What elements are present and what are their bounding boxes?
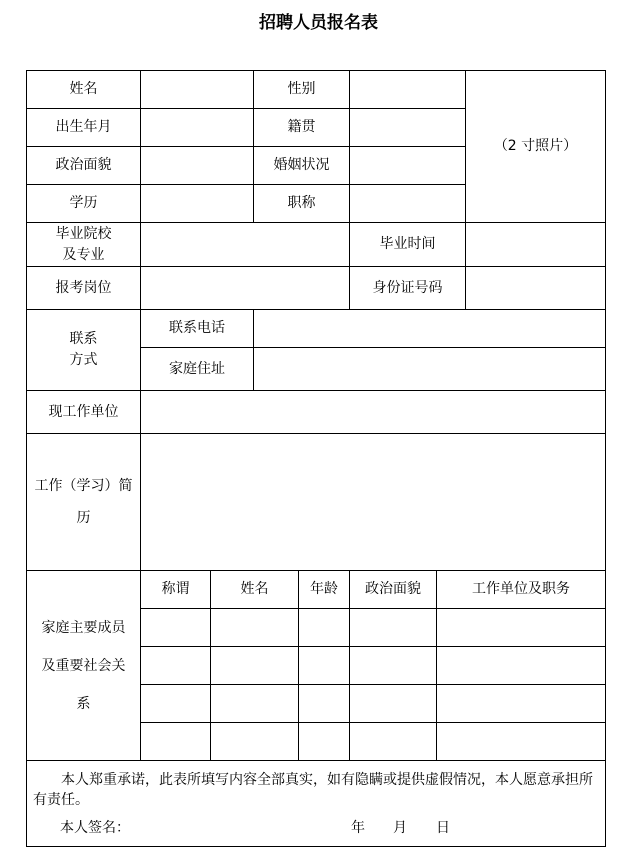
family-label-line1: 家庭主要成员 — [41, 619, 126, 636]
family-header-employer: 工作单位及职务 — [472, 581, 570, 597]
id-number-label: 身份证号码 — [372, 279, 443, 296]
family-label-line2: 及重要社会关 — [41, 657, 126, 674]
contact-label-line1: 联系 — [69, 331, 98, 347]
position-label: 报考岗位 — [55, 279, 112, 296]
birth-label: 出生年月 — [55, 119, 112, 135]
resume-label — [27, 434, 140, 570]
native-place-label: 籍贯 — [287, 119, 316, 135]
family-header-name: 姓名 — [240, 581, 269, 597]
signature-label: 本人签名： — [60, 820, 130, 836]
table-row[interactable] — [141, 685, 605, 722]
name-label: 姓名 — [69, 81, 98, 97]
form-title: 招聘人员报名表 — [259, 13, 378, 33]
marital-status-label: 婚姻状况 — [273, 157, 330, 173]
family-header-age: 年龄 — [310, 581, 338, 597]
school-label-line2: 及专业 — [62, 246, 105, 263]
graduation-time-field[interactable] — [466, 223, 605, 266]
contact-label — [27, 310, 140, 390]
name-field[interactable] — [141, 71, 253, 108]
marital-status-field[interactable] — [350, 147, 465, 184]
current-employer-label: 现工作单位 — [48, 403, 119, 420]
family-header-political: 政治面貌 — [365, 581, 421, 597]
resume-field[interactable] — [141, 434, 605, 570]
signature-year: 年 — [351, 820, 365, 836]
phone-label: 联系电话 — [169, 320, 225, 336]
gender-label: 性别 — [287, 81, 316, 97]
family-label-line3: 系 — [76, 695, 91, 712]
job-title-field[interactable] — [350, 185, 465, 222]
school-label — [27, 223, 140, 266]
resume-label-line2: 历 — [76, 510, 91, 526]
graduation-time-label: 毕业时间 — [379, 236, 436, 252]
address-label: 家庭住址 — [169, 360, 225, 377]
gender-field[interactable] — [350, 71, 465, 108]
education-field[interactable] — [141, 185, 253, 222]
native-place-field[interactable] — [350, 109, 465, 146]
position-field[interactable] — [141, 267, 349, 309]
table-row[interactable] — [141, 723, 605, 760]
political-status-field[interactable] — [141, 147, 253, 184]
signature-field[interactable] — [135, 815, 335, 837]
resume-label-line1: 工作（学习）简 — [34, 478, 133, 494]
id-number-field[interactable] — [466, 267, 605, 309]
commitment-statement: 本人郑重承诺，此表所填写内容全部真实，如有隐瞒或提供虚假情况，本人愿意承担所有责任。 — [33, 772, 593, 808]
family-header-relation: 称谓 — [161, 581, 190, 597]
signature-day: 日 — [436, 820, 450, 836]
birth-field[interactable] — [141, 109, 253, 146]
family-label — [27, 571, 140, 760]
political-status-label: 政治面貌 — [55, 157, 112, 173]
job-title-label: 职称 — [287, 195, 316, 211]
signature-month: 月 — [393, 820, 407, 836]
current-employer-field[interactable] — [141, 391, 605, 433]
contact-label-line2: 方式 — [69, 352, 98, 368]
school-field[interactable] — [141, 223, 349, 266]
phone-field[interactable] — [254, 310, 605, 347]
table-row[interactable] — [141, 609, 605, 646]
address-field[interactable] — [254, 348, 605, 390]
table-row[interactable] — [141, 647, 605, 684]
school-label-line1: 毕业院校 — [55, 225, 112, 242]
photo-placeholder[interactable]: （2 寸照片） — [493, 138, 578, 154]
education-label: 学历 — [69, 195, 98, 211]
